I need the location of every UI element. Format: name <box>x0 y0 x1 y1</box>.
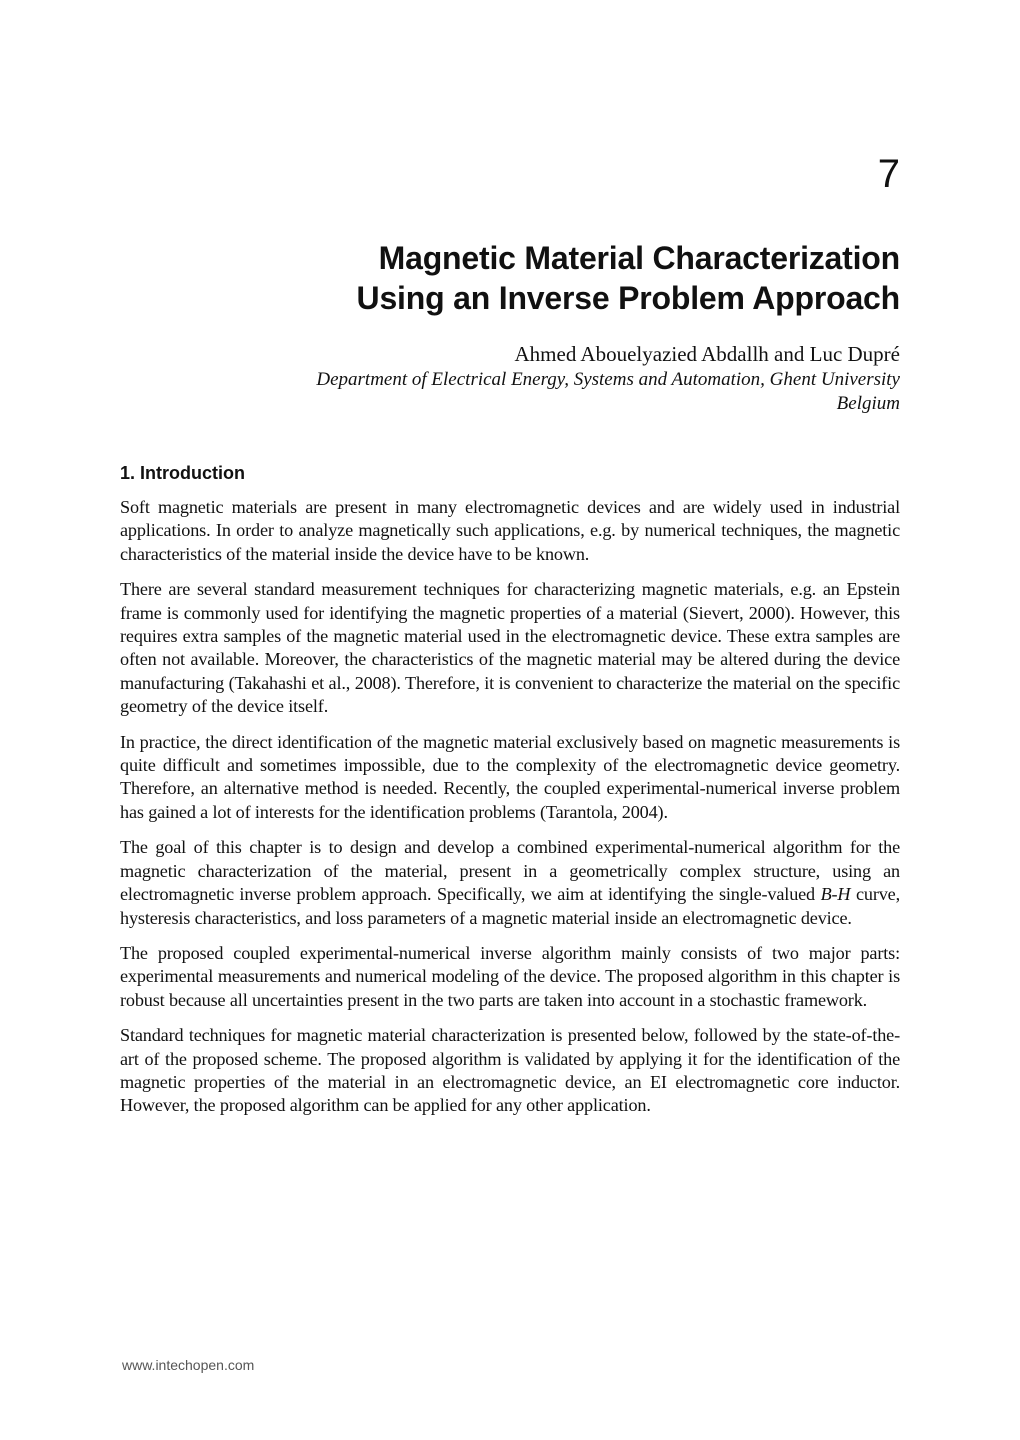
affiliation-country: Belgium <box>836 393 900 414</box>
paragraph: The proposed coupled experimental-numerical inverse algorithm mainly consists of two major parts: experimental measurements and numerical modeling of the device. The proposed algorithm in this chapter is robust because all uncertainties present in the two parts are taken into account in a stochastic framework. <box>120 942 900 1010</box>
paragraph <box>120 836 900 930</box>
chapter-title <box>200 238 900 318</box>
paragraph-text: The goal of this chapter is to design and develop a combined experimental-numerical algorithm for the magnetic characterization of the material, present in a geometrically complex structure, using an electromagnetic inverse problem approach. Specifically, we aim at identifying the single-valued <box>120 837 900 905</box>
paragraph: There are several standard measurement techniques for characterizing magnetic materials, e.g. an Epstein frame is commonly used for identifying the magnetic properties of a material (Sievert, 2000). However, this requires extra samples of the magnetic material used in the electromagnetic device. These extra samples are often not available. Moreover, the characteristics of the magnetic material may be altered during the device manufacturing (Takahashi et al., 2008). Therefore, it is convenient to characterize the material on the specific geometry of the device itself. <box>120 579 900 717</box>
authors: Ahmed Abouelyazied Abdallh and Luc Dupré <box>514 342 900 366</box>
affiliation: Department of Electrical Energy, Systems and Automation, Ghent University <box>316 369 900 390</box>
chapter-number: 7 <box>877 152 900 196</box>
paragraph: Standard techniques for magnetic material characterization is presented below, followed by the state-of-the-art of the proposed scheme. The proposed algorithm is validated by applying it for the identification of the magnetic properties of the material in an electromagnetic device, an EI electromagnetic core inductor. However, the proposed algorithm can be applied for any other application. <box>120 1025 900 1116</box>
title-line-2: Using an Inverse Problem Approach <box>356 280 900 316</box>
section-heading: 1. Introduction <box>120 463 245 483</box>
body-content <box>120 461 900 1130</box>
author-block <box>140 340 900 416</box>
paragraph: In practice, the direct identification of the magnetic material exclusively based on magnetic measurements is quite difficult and sometimes impossible, due to the complexity of the electromagnetic device geometry. Therefore, an alternative method is needed. Recently, the coupled experimental-numerical inverse problem has gained a lot of interests for the identification problems (Tarantola, 2004). <box>120 731 900 822</box>
paragraph-text: curve, hysteresis characteristics, and loss parameters of a magnetic material inside an electromagnetic device. <box>120 884 901 928</box>
bh-curve-term: B-H <box>820 884 851 905</box>
title-line-1: Magnetic Material Characterization <box>378 240 900 276</box>
paragraph: Soft magnetic materials are present in many electromagnetic devices and are widely used in industrial applications. In order to analyze magnetically such applications, e.g. by numerical techniques, the magnetic characteristics of the material inside the device have to be known. <box>120 497 900 564</box>
footer-url[interactable]: www.intechopen.com <box>122 1357 255 1373</box>
